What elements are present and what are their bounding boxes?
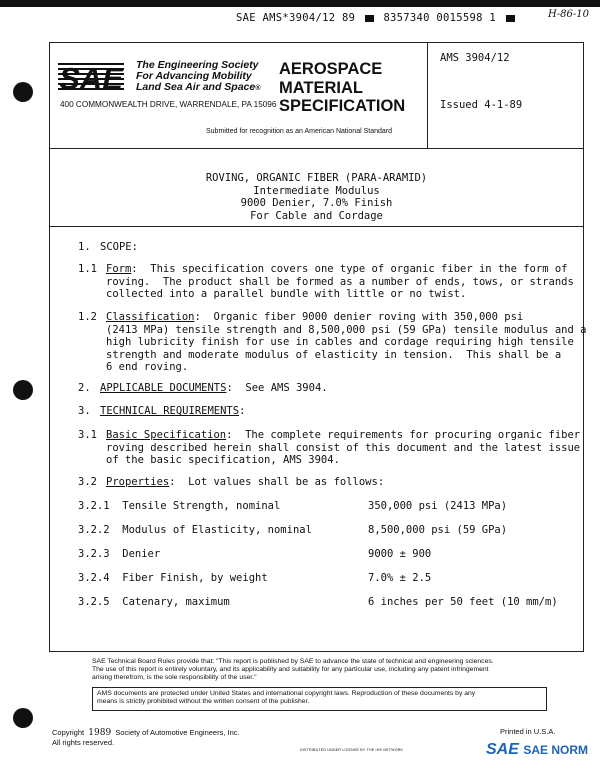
property-value: 6 inches per 50 feet (10 mm/m): [368, 596, 558, 608]
copyright-year: 1989: [88, 728, 112, 738]
text-line: (2413 MPa) tensile strength and 8,500,000 psi (59 GPa) tensile modulus and a: [106, 323, 587, 336]
footer-line: AMS documents are protected under United States and international copyright laws. Reproduction of these documents by any: [97, 690, 476, 697]
text-line: : The complete requirements for procuring organic fiber: [226, 429, 581, 441]
copyright-label: Copyright: [52, 728, 85, 737]
property-name: Catenary, maximum: [122, 596, 230, 608]
society-full-name: Society of Automotive Engineers, Inc.: [115, 728, 240, 737]
watermark-logo: SAE: [486, 741, 519, 758]
top-scan-edge: [0, 0, 600, 7]
footer-line: arising therefrom, is the sole responsibility of the user.": [92, 674, 257, 682]
document-title: [49, 172, 584, 222]
society-line: For Advancing Mobility: [136, 70, 252, 82]
copyright-statement: [52, 728, 240, 747]
text-line: of the basic specification, AMS 3904.: [106, 454, 340, 466]
sae-norm-watermark: [486, 741, 588, 759]
section-1-2-number: 1.2: [78, 311, 97, 323]
section-3-2-text: [106, 476, 384, 489]
property-name: Tensile Strength, nominal: [122, 500, 281, 512]
section-3-number: 3.: [78, 405, 91, 417]
text-line: : This specification covers one type of organic fiber in the form of: [131, 263, 568, 275]
sae-logo-icon: [58, 58, 124, 94]
section-label: APPLICABLE DOCUMENTS: [100, 382, 227, 394]
doc-type-line: AEROSPACE: [279, 60, 383, 78]
section-label: TECHNICAL REQUIREMENTS: [100, 405, 240, 417]
property-number: 3.2.4: [78, 572, 110, 584]
property-name: Denier: [122, 548, 161, 560]
doc-type-line: MATERIAL: [279, 78, 364, 97]
section-3-1-number: 3.1: [78, 429, 97, 441]
section-1-1-text: [106, 263, 574, 301]
printed-in: Printed in U.S.A.: [500, 727, 556, 736]
property-row: [78, 524, 312, 537]
doc-type-line: SPECIFICATION: [279, 97, 406, 115]
property-name: Modulus of Elasticity, nominal: [122, 524, 312, 536]
sae-logo-text: SAE: [59, 61, 123, 94]
section-2-number: 2.: [78, 382, 91, 394]
text-line: roving described herein shall consist of this document and the latest issue: [106, 441, 581, 454]
property-number: 3.2.2: [78, 524, 110, 536]
header-code: 8357340 0015598 1: [383, 12, 497, 24]
section-label: Basic Specification: [106, 429, 227, 441]
section-3-2-number: 3.2: [78, 476, 97, 488]
footer-line: The use of this report is entirely voluntary, and its applicability and suitability for any particular use, including any patent infringement: [92, 666, 489, 674]
text-line: roving. The product shall be formed as a number of ends, tows, or strands: [106, 275, 574, 288]
society-line: [136, 82, 260, 94]
text-line: high lubricity finish for use in cables and cordage requiring high tensile: [106, 336, 574, 348]
property-number: 3.2.1: [78, 500, 110, 512]
title-line: Intermediate Modulus: [253, 184, 380, 197]
barcode-block: [365, 15, 374, 22]
text-line: strength and moderate modulus of elasticity in tension. This shall be a: [106, 348, 562, 361]
rights-reserved: All rights reserved.: [52, 738, 115, 747]
header-divider: [427, 42, 428, 148]
property-row: [78, 572, 268, 585]
text-line: : See AMS 3904.: [226, 382, 328, 394]
ansi-submission-note: Submitted for recognition as an American National Standard: [206, 128, 392, 135]
society-line: The Engineering Society: [136, 59, 259, 71]
footer-line: means is strictly prohibited without the written consent of the publisher.: [97, 698, 310, 706]
title-bottom-rule: [49, 226, 584, 227]
text-line: 6 end roving.: [106, 361, 189, 373]
technical-board-rules: [92, 658, 552, 683]
section-label: Form: [106, 263, 132, 275]
property-value: 7.0% ± 2.5: [368, 572, 432, 584]
section-1-1-number: 1.1: [78, 263, 97, 275]
punch-hole: [13, 380, 33, 400]
registered-mark: ®: [255, 85, 261, 92]
society-name: [136, 60, 260, 94]
copyright-notice-box: [92, 687, 547, 711]
header-stamp-line: [236, 12, 518, 24]
property-row: [78, 548, 160, 561]
punch-hole: [13, 708, 33, 728]
section-3-1-text: [106, 429, 580, 467]
header-stamp: SAE AMS*3904/12 89: [236, 12, 356, 24]
section-2-text: [100, 382, 328, 395]
property-value: 350,000 psi (2413 MPa): [368, 500, 508, 512]
document-number: AMS 3904/12: [440, 52, 510, 64]
document-type: [279, 60, 405, 116]
text-line: : Lot values shall be as follows:: [169, 476, 385, 488]
property-number: 3.2.3: [78, 548, 110, 560]
section-label: Properties: [106, 476, 170, 488]
section-label: Classification: [106, 311, 195, 323]
title-line: ROVING, ORGANIC FIBER (PARA-ARAMID): [205, 172, 428, 184]
footer-line: SAE Technical Board Rules provide that: "This report is published by SAE to advance the state of technical and engineering sciences.: [92, 658, 494, 665]
barcode-block: [506, 15, 515, 22]
society-address: 400 COMMONWEALTH DRIVE, WARRENDALE, PA 15096: [60, 100, 277, 109]
copyright-line: [52, 728, 240, 738]
section-1-number: 1.: [78, 241, 91, 253]
text-line: collected into a parallel bundle with little or no twist.: [106, 288, 467, 300]
punch-hole: [13, 82, 33, 102]
issue-date: Issued 4-1-89: [440, 99, 523, 111]
section-3-text: [100, 405, 245, 418]
title-line: For Cable and Cordage: [250, 209, 383, 222]
property-name: Fiber Finish, by weight: [122, 572, 268, 584]
license-line: DISTRIBUTED UNDER LICENSE BY THE IHS NETWORK: [300, 748, 404, 752]
society-line-text: Land Sea Air and Space: [136, 81, 256, 93]
title-line: 9000 Denier, 7.0% Finish: [240, 197, 393, 209]
property-row: [78, 596, 230, 609]
property-number: 3.2.5: [78, 596, 110, 608]
text-line: :: [239, 405, 246, 417]
handwritten-note: H-86-10: [548, 9, 589, 20]
watermark-text: SAE NORM: [523, 743, 589, 757]
property-row: [78, 500, 280, 513]
section-1-2-text: [106, 311, 586, 374]
text-line: : Organic fiber 9000 denier roving with 350,000 psi: [194, 311, 524, 323]
section-1-heading: SCOPE:: [100, 241, 138, 253]
property-value: 8,500,000 psi (59 GPa): [368, 524, 508, 536]
property-value: 9000 ± 900: [368, 548, 432, 560]
header-bottom-rule: [49, 148, 584, 149]
